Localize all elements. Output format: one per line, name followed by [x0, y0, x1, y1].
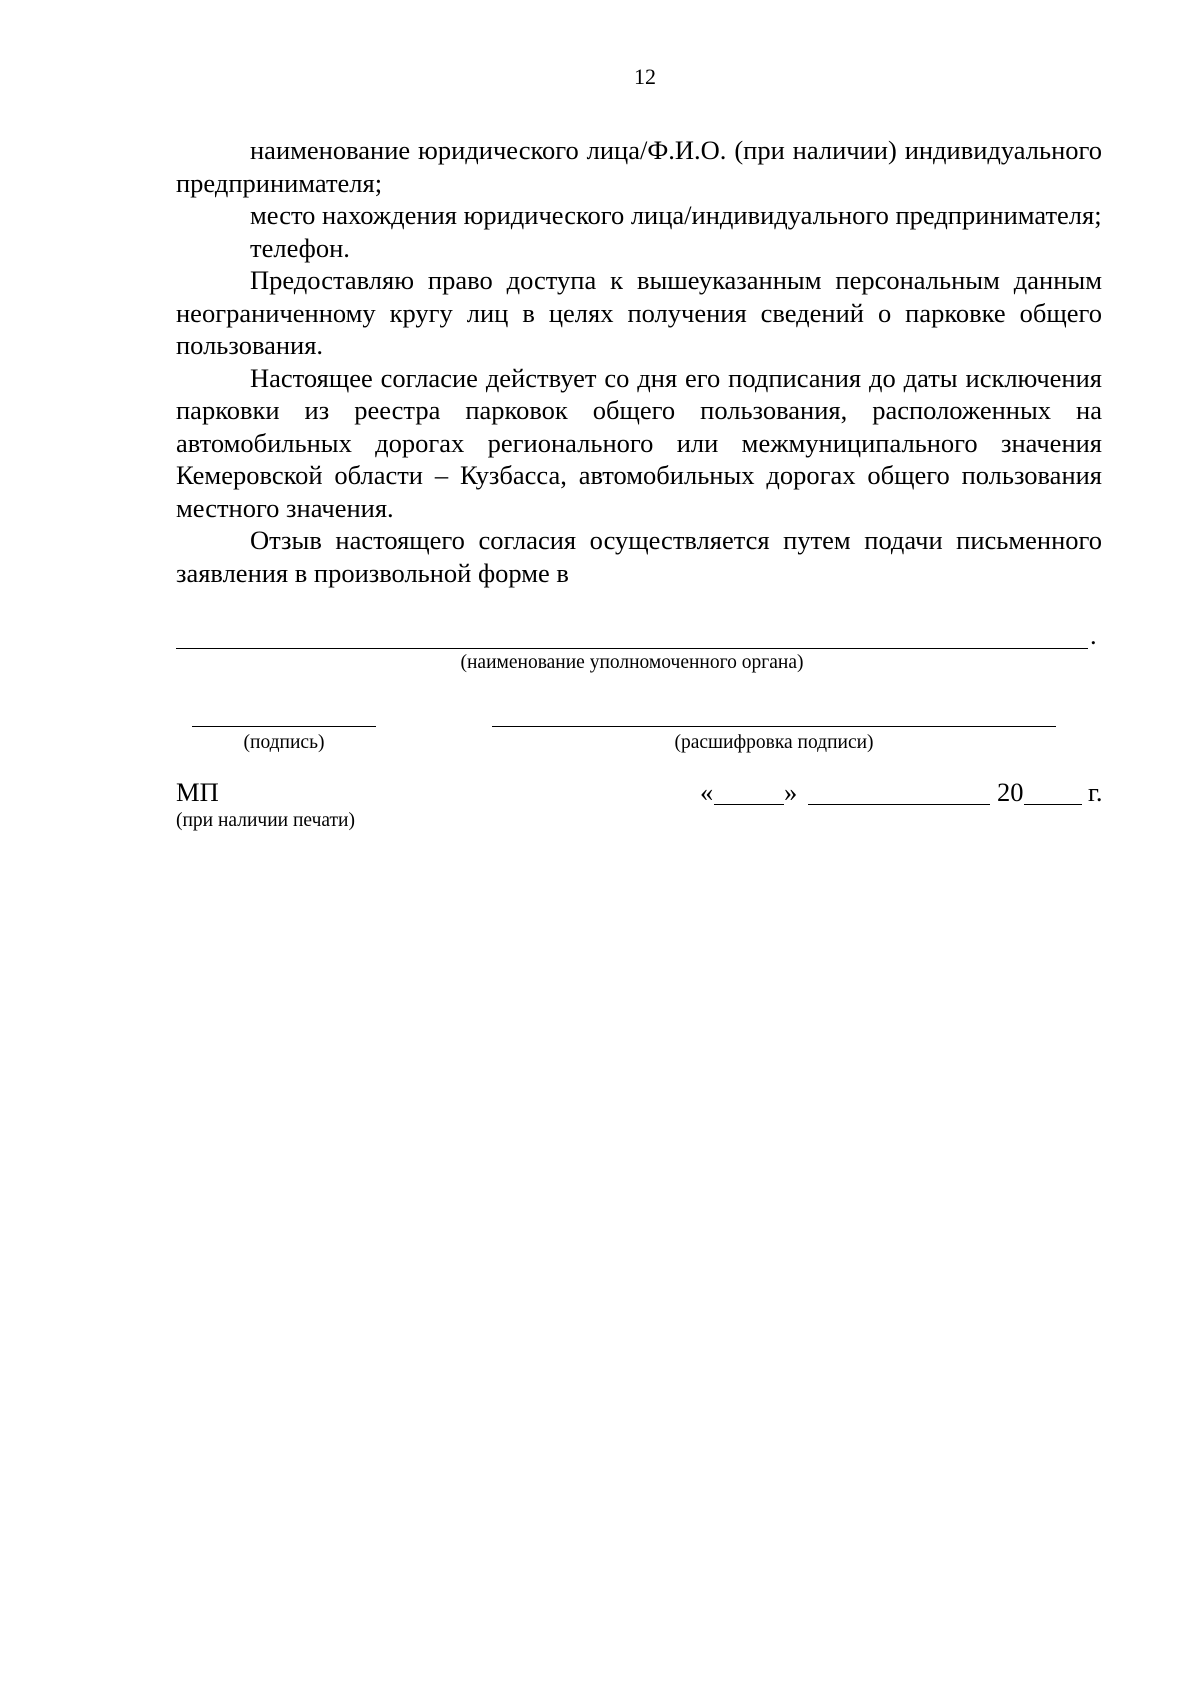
paragraph-access-right: Предоставляю право доступа к вышеуказанным персональным данным неограниченному кругу лиц в целях получения сведений о парковке общего пользования. [176, 265, 1102, 360]
date-open-quote: « [700, 777, 714, 807]
date-year-suffix: г. [1088, 777, 1103, 807]
date-year-blank-line [1024, 804, 1082, 805]
date-year-prefix: 20 [997, 777, 1024, 807]
paragraph-legal-name: наименование юридического лица/Ф.И.О. (при наличии) индивидуального предпринимателя; [176, 135, 1102, 198]
paragraph-validity: Настоящее согласие действует со дня его подписания до даты исключения парковки из реестра парковок общего пользования, расположенных на автомобильных дорогах регионального или межмуниципального значения Кемеровской области – Кузбасса, автомобильных дорогах общего пользования местного значения. [176, 362, 1102, 523]
authority-end-mark: . [1090, 620, 1097, 650]
consent-body [176, 134, 1102, 589]
signature-transcript-caption: (расшифровка подписи) [674, 732, 874, 753]
paragraph-location: место нахождения юридического лица/индивидуального предпринимателя; [250, 200, 1102, 230]
signature-caption: (подпись) [243, 732, 325, 753]
authority-blank-line [176, 648, 1088, 649]
signature-blank-line [192, 726, 376, 727]
signature-transcript-blank-line [492, 726, 1056, 727]
paragraph-withdrawal: Отзыв настоящего согласия осуществляется путем подачи письменного заявления в произвольной форме в [176, 525, 1102, 588]
paragraph-phone: телефон. [250, 232, 350, 263]
date-month-blank-line [808, 804, 990, 805]
page-number: 12 [634, 64, 656, 89]
date-close-quote: » [784, 777, 798, 807]
authority-caption: (наименование уполномоченного органа) [460, 652, 804, 673]
date-day-blank-line [714, 804, 784, 805]
stamp-label: МП [176, 777, 219, 807]
stamp-caption: (при наличии печати) [176, 810, 355, 831]
